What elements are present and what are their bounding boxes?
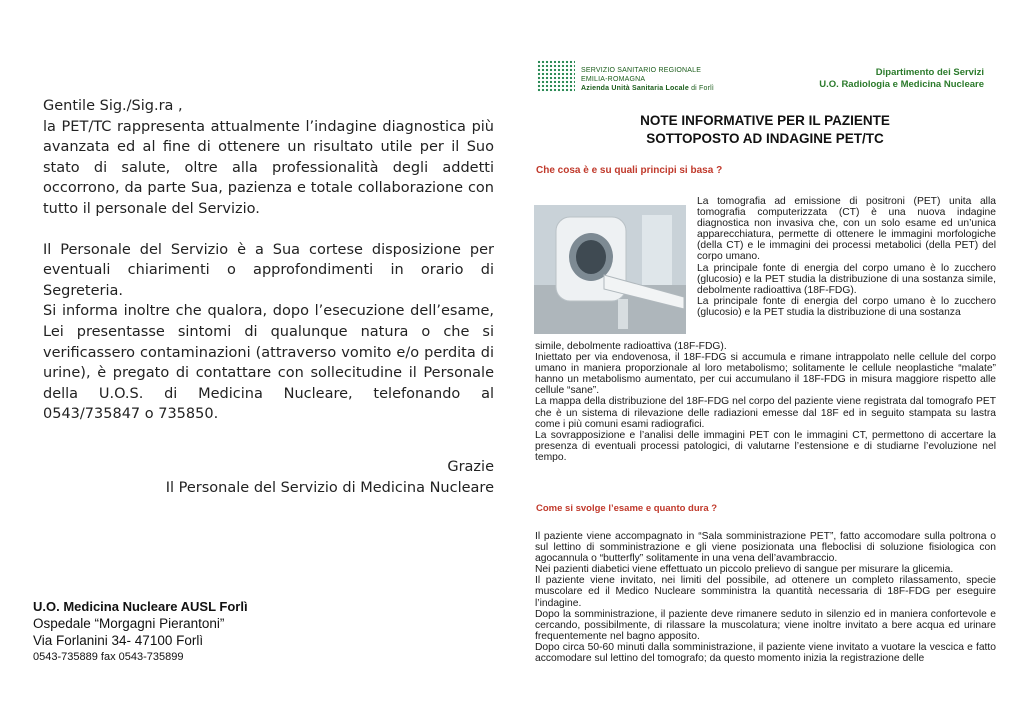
section1-paragraph-1: La tomografia ad emissione di positroni (PET) unita alla tomografia computerizzata (CT) è una nuova indagine diagnostica non invasiva che, con un solo esame ed un’unica apparecchiatura, permette di ottenere le immagini morfologiche (della CT) e le immagini dei processi metabolici (della PET) del corpo umano. <box>697 196 996 263</box>
greeting: Gentile Sig./Sig.ra , <box>43 98 183 114</box>
section2-paragraph-4: Dopo la somministrazione, il paziente deve rimanere seduto in silenzio ed in maniera confortevole e cercando, possibilmente, di rilassare la muscolatura; viene inoltre invitato a bere acqua ed urinare frequentemente nel bagno apposito. <box>535 608 996 642</box>
contact-block <box>33 598 333 665</box>
logo-line-3-rest: di Forlì <box>688 85 715 92</box>
document-title <box>535 112 995 148</box>
section1-paragraph-5: La mappa della distribuzione del 18F-FDG nel corpo del paziente viene registrata dal tomografo PET che è un sistema di rilevazione delle radiazioni emesse dal 18F ed in seguito stampata su lastra come i più comuni esami radiografici. <box>535 396 996 430</box>
intro-paragraph: la PET/TC rappresenta attualmente l’indagine diagnostica più avanzata ed al fine di ottenere un risultato utile per il Suo stato di salute, oltre alla professionalità degli addetti occorrono, da parte Sua, pazienza e totale collaborazione con tutto il personale del Servizio. <box>43 118 494 217</box>
thanks: Grazie <box>447 458 494 475</box>
department-line-1: Dipartimento dei Servizi <box>875 67 984 78</box>
section1-paragraph-4: Iniettato per via endovenosa, il 18F-FDG si accumula e rimane intrappolato nelle cellule del corpo umano in maniera proporzionale al loro metabolismo; solitamente le cellule neoplastiche “malate” hanno un metabolismo aumentato, per cui accumulano il 18F-FDG in misura maggiore rispetto alle cellule “sane”. <box>535 352 996 397</box>
logo-text <box>581 66 714 93</box>
logo-line-1: SERVIZIO SANITARIO REGIONALE <box>581 67 702 74</box>
title-line-1: NOTE INFORMATIVE PER IL PAZIENTE <box>640 113 890 128</box>
department-header <box>819 67 984 91</box>
phone-fax: 0543-735889 fax 0543-735899 <box>33 651 184 663</box>
contamination-paragraph: Si informa inoltre che qualora, dopo l’esecuzione dell’esame, Lei presentasse sintomi di qualunque natura o che si verificassero contaminazioni (attraverso vomito e/o perdita di urine), è pregato di contattare con sollecitudine il Personale della U.O.S. di Medicina Nucleare, telefonando al 0543/735847 o 735850. <box>43 303 494 423</box>
logo-line-2: EMILIA-ROMAGNA <box>581 76 646 83</box>
pet-ct-scanner-photo <box>534 205 686 334</box>
section2-paragraph-3: Il paziente viene invitato, nei limiti del possibile, ad ottenere un completo rilassamento, specie muscolare ed il Medico Nucleare somministra la quantità necessaria di 18F-FDG per eseguire l’indagine. <box>535 575 996 609</box>
staff-availability-paragraph: Il Personale del Servizio è a Sua cortese disposizione per eventuali chiarimenti o approfondimenti in orario di Segreteria. <box>43 241 494 299</box>
section1-wrapped-text <box>697 196 996 318</box>
section2-question: Come si svolge l’esame e quanto dura ? <box>536 503 718 514</box>
unit-name: U.O. Medicina Nucleare AUSL Forlì <box>33 599 248 614</box>
ausl-logo <box>537 60 737 96</box>
logo-line-3 <box>581 84 714 93</box>
section1-question: Che cosa è e su quali principi si basa ? <box>536 165 723 176</box>
scanner-illustration <box>534 205 686 334</box>
section2-text <box>535 531 996 664</box>
department-line-2: U.O. Radiologia e Medicina Nucleare <box>819 79 984 90</box>
hospital-name: Ospedale “Morgagni Pierantoni” <box>33 616 225 631</box>
section2-paragraph-5: Dopo circa 50-60 minuti dalla somministrazione, il paziente viene invitato a vuotare la vescica e fatto accomodare sul lettino del tomografo; da questo momento inizia la registrazione delle <box>535 641 996 665</box>
section1-full-text <box>535 341 996 463</box>
dot-grid-icon <box>537 60 575 92</box>
logo-line-3-bold: Azienda Unità Sanitaria Locale <box>581 85 689 92</box>
section2-paragraph-1: Il paziente viene accompagnato in “Sala somministrazione PET”, fatto accomodare sulla poltrona o sul lettino di somministrazione e gli viene posizionata una fleboclisi di soluzione fisiologica con agocannula o “butterfly” solitamente in una vena dell’avambraccio. <box>535 531 996 565</box>
section1-paragraph-3: La principale fonte di energia del corpo umano è lo zucchero (glucosio) e la PET studia la distribuzione di una sostanza <box>697 295 996 318</box>
signature: Il Personale del Servizio di Medicina Nucleare <box>165 479 494 496</box>
section1-paragraph-6: La sovrapposizione e l’analisi delle immagini PET con le immagini CT, permettono di accertare la presenza di eventuali processi patologici, di valutarne l’estensione e di studiarne l’evoluzione nel tempo. <box>535 429 996 463</box>
section2-paragraph-2: Nei pazienti diabetici viene effettuato un piccolo prelievo di sangue per misurare la glicemia. <box>535 564 954 576</box>
section1-paragraph-2: La principale fonte di energia del corpo umano è lo zucchero (glucosio) e la PET studia la distribuzione di una sostanza simile, debolmente radioattiva (18F-FDG). <box>697 262 996 296</box>
left-panel <box>43 96 494 498</box>
section1-paragraph-3-tail: simile, debolmente radioattiva (18F-FDG). <box>535 341 727 352</box>
title-line-2: SOTTOPOSTO AD INDAGINE PET/TC <box>646 131 884 146</box>
address: Via Forlanini 34- 47100 Forlì <box>33 633 204 648</box>
